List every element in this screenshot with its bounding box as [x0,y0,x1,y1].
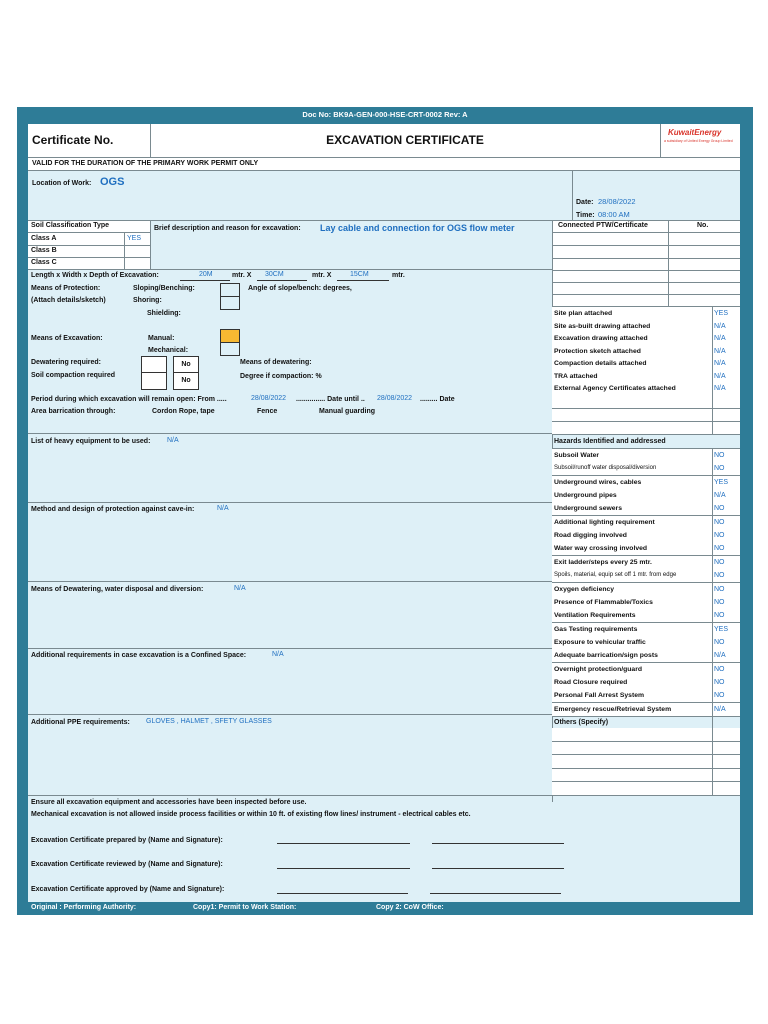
divider [28,714,552,715]
hazard-row [552,676,740,690]
hazard-row [552,516,740,530]
confined-value: N/A [272,651,284,658]
hazard-value: N/A [714,705,726,713]
hazard-value: NO [714,545,725,553]
divider [712,649,713,662]
sloping-checkbox[interactable] [220,283,240,297]
depth-line [337,280,389,281]
width-value: 30CM [265,271,284,278]
heavy-equipment-label: List of heavy equipment to be used: [31,438,151,445]
divider [552,270,740,271]
hazard-label: Exposure to vehicular traffic [554,638,646,646]
mechanical-checkbox[interactable] [220,342,240,356]
divider [712,370,713,383]
hazard-value: NO [714,518,725,526]
hazard-label: Oxygen deficiency [554,585,615,593]
approved-signature-line[interactable] [430,893,561,894]
period-mid: ............... Date until .. [296,396,365,403]
dewatering-no-box[interactable]: No [173,356,199,374]
date-label: Date: [576,199,594,206]
confined-label: Additional requirements in case excavation is a Confined Space: [31,652,247,659]
hazard-value: NO [714,638,725,646]
divider [28,502,552,503]
width-line [257,280,307,281]
hazard-value: NO [714,692,725,700]
attach-label: (Attach details/sketch) [31,297,106,304]
period-end: ......... Date [420,396,455,403]
divider [124,232,125,269]
hazard-row [552,556,740,570]
divider [712,542,713,555]
hazard-label: Personal Fall Arrest System [554,692,645,700]
page-title: EXCAVATION CERTIFICATE [326,133,484,147]
compaction-no-box[interactable]: No [173,372,199,390]
divider [712,449,713,462]
hazard-label: Emergency rescue/Retrieval System [554,705,672,713]
shoring-label: Shoring: [133,297,162,304]
attachment-value: N/A [714,372,726,380]
compaction-label: Soil compaction required [31,372,116,379]
hazard-label: Subsoil Water [554,452,600,459]
hazard-label: Underground sewers [554,505,622,513]
hazard-row [552,476,740,490]
period-from: 28/08/2022 [251,395,287,402]
dewatering-means-label: Means of dewatering: [240,359,312,366]
divider [28,170,740,171]
method-label: Method and design of protection against cave-in: [31,506,195,513]
divider [552,741,740,742]
hazard-row [552,596,740,610]
class-a-label: Class A [31,235,57,242]
hazard-row [552,542,740,556]
divider [712,703,713,716]
hazard-row [552,689,740,703]
hazard-label: Underground wires, cables [554,478,642,486]
ptw-no-header: No. [697,222,709,229]
approved-label: Excavation Certificate approved by (Name and Signature): [31,886,225,893]
divider [712,529,713,542]
time-label: Time: [576,212,595,219]
hazard-value: NO [714,612,725,620]
compaction-yes-box[interactable] [141,372,167,390]
divider [712,476,713,489]
dewatering-disposal-label: Means of Dewatering, water disposal and diversion: [31,586,204,593]
prepared-name-line[interactable] [277,843,410,844]
divider [712,489,713,502]
doc-number: Doc No: BK9A-GEN-000-HSE-CRT-0002 Rev: A [302,110,468,119]
divider [712,715,713,795]
others-label: Others (Specify) [554,719,609,726]
approved-name-line[interactable] [277,893,408,894]
hazard-label: Overnight protection/guard [554,665,642,673]
dewatering-label: Dewatering required: [31,359,102,366]
hazard-label: Subsoil/runoff water disposal/diversion [554,465,657,472]
unit-3: mtr. [392,272,405,279]
excavation-means-label: Means of Excavation: [31,335,103,342]
manual-checkbox[interactable] [220,329,240,343]
hazard-value: N/A [714,492,726,500]
divider [712,623,713,636]
reviewed-name-line[interactable] [277,868,410,869]
hazard-label: Underground pipes [554,492,617,500]
attachment-label: Compaction details attached [554,360,647,367]
compaction-degree-label: Degree if compaction: % [240,373,322,380]
dimensions-label: Length x Width x Depth of Excavation: [31,272,159,279]
hazard-value: NO [714,598,725,606]
manual-label: Manual: [148,335,175,342]
attachment-value: N/A [714,360,726,367]
class-b-label: Class B [31,247,57,254]
brief-value: Lay cable and connection for OGS flow meter [320,223,515,233]
hazard-label: Road Closure required [554,678,628,686]
brief-label: Brief description and reason for excavation: [154,225,301,232]
hazard-value: NO [714,505,725,513]
time-value: 08:00 AM [598,210,630,219]
hazard-label: Presence of Flammable/Toxics [554,598,653,606]
attachment-label: Protection sketch attached [554,347,641,355]
divider [150,220,151,269]
depth-value: 15CM [350,271,369,278]
prepared-label: Excavation Certificate prepared by (Name and Signature): [31,837,223,844]
hazard-row [552,663,740,677]
length-line [180,280,230,281]
divider [552,232,740,233]
divider [552,781,740,782]
note-1: Ensure all excavation equipment and accessories have been inspected before use. [31,799,307,806]
unit-2: mtr. X [312,272,332,279]
logo: KuwaitEnergy [668,128,722,137]
divider [552,768,740,769]
class-a-value: YES [127,235,142,242]
sloping-label: Sloping/Benching: [133,285,195,292]
attachment-value: YES [714,310,729,317]
divider [28,269,552,270]
hazard-value: NO [714,465,725,473]
hazard-row [552,489,740,503]
hazard-label: Additional lighting requirement [554,518,655,526]
hazard-row [552,502,740,516]
shielding-label: Shielding: [147,310,181,317]
divider [712,345,713,358]
divider [28,232,150,233]
class-c-label: Class C [31,259,57,266]
divider [712,357,713,370]
divider [712,462,713,475]
hazard-value: NO [714,678,725,686]
barrication-label: Area barrication through: [31,408,116,415]
hazard-value: NO [714,558,725,566]
method-value: N/A [217,505,229,512]
hazard-label: Road digging involved [554,532,627,540]
divider [712,609,713,622]
divider [712,307,713,320]
divider [28,795,740,796]
reviewed-signature-line[interactable] [432,868,564,869]
attachment-label: External Agency Certificates attached [554,385,676,392]
hazard-label: Spoils, material, equip set off 1 mtr. from edge [554,572,677,579]
hazard-value: YES [714,625,729,633]
hazard-label: Water way crossing involved [554,545,648,553]
hazard-row [552,623,740,637]
hazard-value: YES [714,478,729,486]
hazard-row [552,529,740,543]
attachment-row [552,382,740,396]
hazard-label: Ventilation Requirements [554,612,636,620]
divider [712,556,713,569]
barrication-cordon: Cordon Rope, tape [152,408,215,415]
period-label: Period during which excavation will remain open: From ..... [31,396,227,403]
divider [572,170,573,220]
footer-copy2: Copy 2: CoW Office: [376,904,444,911]
divider [660,124,661,157]
divider [712,569,713,582]
length-value: 20M [199,271,213,278]
hazard-value: NO [714,452,725,459]
attachment-value: N/A [714,335,726,342]
hazard-value: NO [714,665,725,673]
unit-1: mtr. X [232,272,252,279]
hazards-header: Hazards Identified and addressed [554,438,666,445]
soil-header: Soil Classification Type [31,222,110,229]
attachment-label: TRA attached [554,372,598,380]
divider [712,596,713,609]
hazard-value: N/A [714,652,726,660]
attachment-value: N/A [714,347,726,355]
footer-original: Original : Performing Authority: [31,904,137,911]
barrication-fence: Fence [257,408,278,415]
divider [712,332,713,345]
attachment-value: N/A [714,322,726,330]
dewatering-disposal-value: N/A [234,585,246,592]
location-value: OGS [100,176,125,188]
certificate-no-label: Certificate No. [32,133,114,147]
logo-subtitle: a subsidiary of United Energy Group Limited [664,139,733,143]
hazard-row [552,609,740,623]
mechanical-label: Mechanical: [148,347,189,354]
period-until: 28/08/2022 [377,395,413,402]
divider [28,433,552,434]
reviewed-label: Excavation Certificate reviewed by (Name and Signature): [31,861,223,868]
divider [712,320,713,333]
divider [552,754,740,755]
divider [712,382,713,395]
hazard-value: NO [714,532,725,540]
barrication-manual: Manual guarding [319,408,375,415]
divider [552,434,740,435]
hazard-row [552,569,740,583]
attachment-value: N/A [714,385,726,392]
note-2: Mechanical excavation is not allowed inside process facilities or within 10 ft. of existing flow lines/ instrument - electrical cables etc. [31,811,471,818]
divider [712,583,713,596]
heavy-equipment-value: N/A [167,437,179,444]
hazard-row [552,636,740,650]
divider [712,502,713,515]
divider [712,516,713,529]
validity-text: VALID FOR THE DURATION OF THE PRIMARY WORK PERMIT ONLY [32,160,259,167]
divider [552,245,740,246]
ppe-value: GLOVES , HALMET , SFETY GLASSES [146,718,272,725]
attachment-label: Site as-built drawing attached [554,322,651,330]
divider [552,258,740,259]
hazard-label: Exit ladder/steps every 25 mtr. [554,558,652,566]
attachment-label: Excavation drawing attached [554,335,648,342]
hazard-row [552,649,740,663]
attachment-label: Site plan attached [554,310,613,317]
divider [712,395,713,435]
divider [712,689,713,702]
divider [28,581,552,582]
date-value: 28/08/2022 [598,197,636,206]
angle-label: Angle of slope/bench: degrees, [248,285,352,292]
prepared-signature-line[interactable] [432,843,564,844]
ppe-label: Additional PPE requirements: [31,719,130,726]
hazard-label: Gas Testing requirements [554,625,638,633]
footer-copy1: Copy1: Permit to Work Station: [193,904,297,911]
hazard-row [552,583,740,597]
divider [552,294,740,295]
hazard-value: NO [714,585,725,593]
divider [712,636,713,649]
hazard-label: Adequate barrication/sign posts [554,652,658,660]
divider [712,676,713,689]
ptw-header: Connected PTW/Certificate [558,222,648,229]
divider [712,663,713,676]
hazard-row [552,449,740,463]
location-label: Location of Work: [32,180,92,187]
hazard-row [552,462,740,476]
protection-label: Means of Protection: [31,285,101,292]
hazard-value: NO [714,572,725,580]
divider [28,648,552,649]
divider [552,282,740,283]
shoring-checkbox[interactable] [220,296,240,310]
